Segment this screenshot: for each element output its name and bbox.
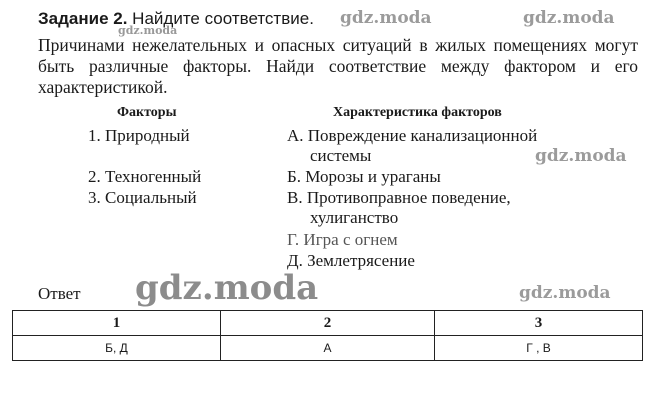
answer-value-row xyxy=(13,336,643,361)
task-number: Задание 2. xyxy=(38,9,128,28)
answer-header-cell: 3 xyxy=(435,311,643,336)
watermark-logo: gdz.moda xyxy=(118,24,178,37)
factor-item: 3. Социальный xyxy=(88,188,197,207)
answer-value-cell[interactable]: А xyxy=(220,336,434,361)
answer-header-cell: 2 xyxy=(220,311,434,336)
answer-value-cell[interactable]: Г , В xyxy=(435,336,643,361)
characteristic-item: А. Повреждение канализационной xyxy=(287,126,538,145)
watermark-logo: gdz.moda xyxy=(523,8,615,28)
factor-item: 1. Природный xyxy=(88,126,190,145)
answer-table xyxy=(12,310,643,361)
characteristic-item-cont: хулиганство xyxy=(310,208,399,227)
characteristic-item: Г. Игра с огнем xyxy=(287,230,398,249)
watermark-logo: gdz.moda xyxy=(535,146,627,166)
task-text: Причинами нежелательных и опасных ситуаций в жилых помещениях могут быть различные факторы. Найди соответствие между фактором и его характеристикой. xyxy=(38,35,638,97)
watermark-logo: gdz.moda xyxy=(135,268,319,308)
characteristics-header: Характеристика факторов xyxy=(333,105,502,120)
answer-label: Ответ xyxy=(38,284,81,303)
answer-header-cell: 1 xyxy=(13,311,221,336)
characteristic-item: В. Противоправное поведение, xyxy=(287,188,511,207)
task-title: Найдите соответствие. xyxy=(132,9,314,28)
characteristic-item: Б. Морозы и ураганы xyxy=(287,167,441,186)
answer-header-row xyxy=(13,311,643,336)
watermark-logo: gdz.moda xyxy=(340,8,432,28)
factor-item: 2. Техногенный xyxy=(88,167,202,186)
characteristic-item: Д. Землетрясение xyxy=(287,251,415,270)
answer-value-cell[interactable]: Б, Д xyxy=(13,336,221,361)
factors-header: Факторы xyxy=(117,105,177,120)
watermark-logo: gdz.moda xyxy=(519,283,611,303)
characteristic-item-cont: системы xyxy=(310,146,372,165)
